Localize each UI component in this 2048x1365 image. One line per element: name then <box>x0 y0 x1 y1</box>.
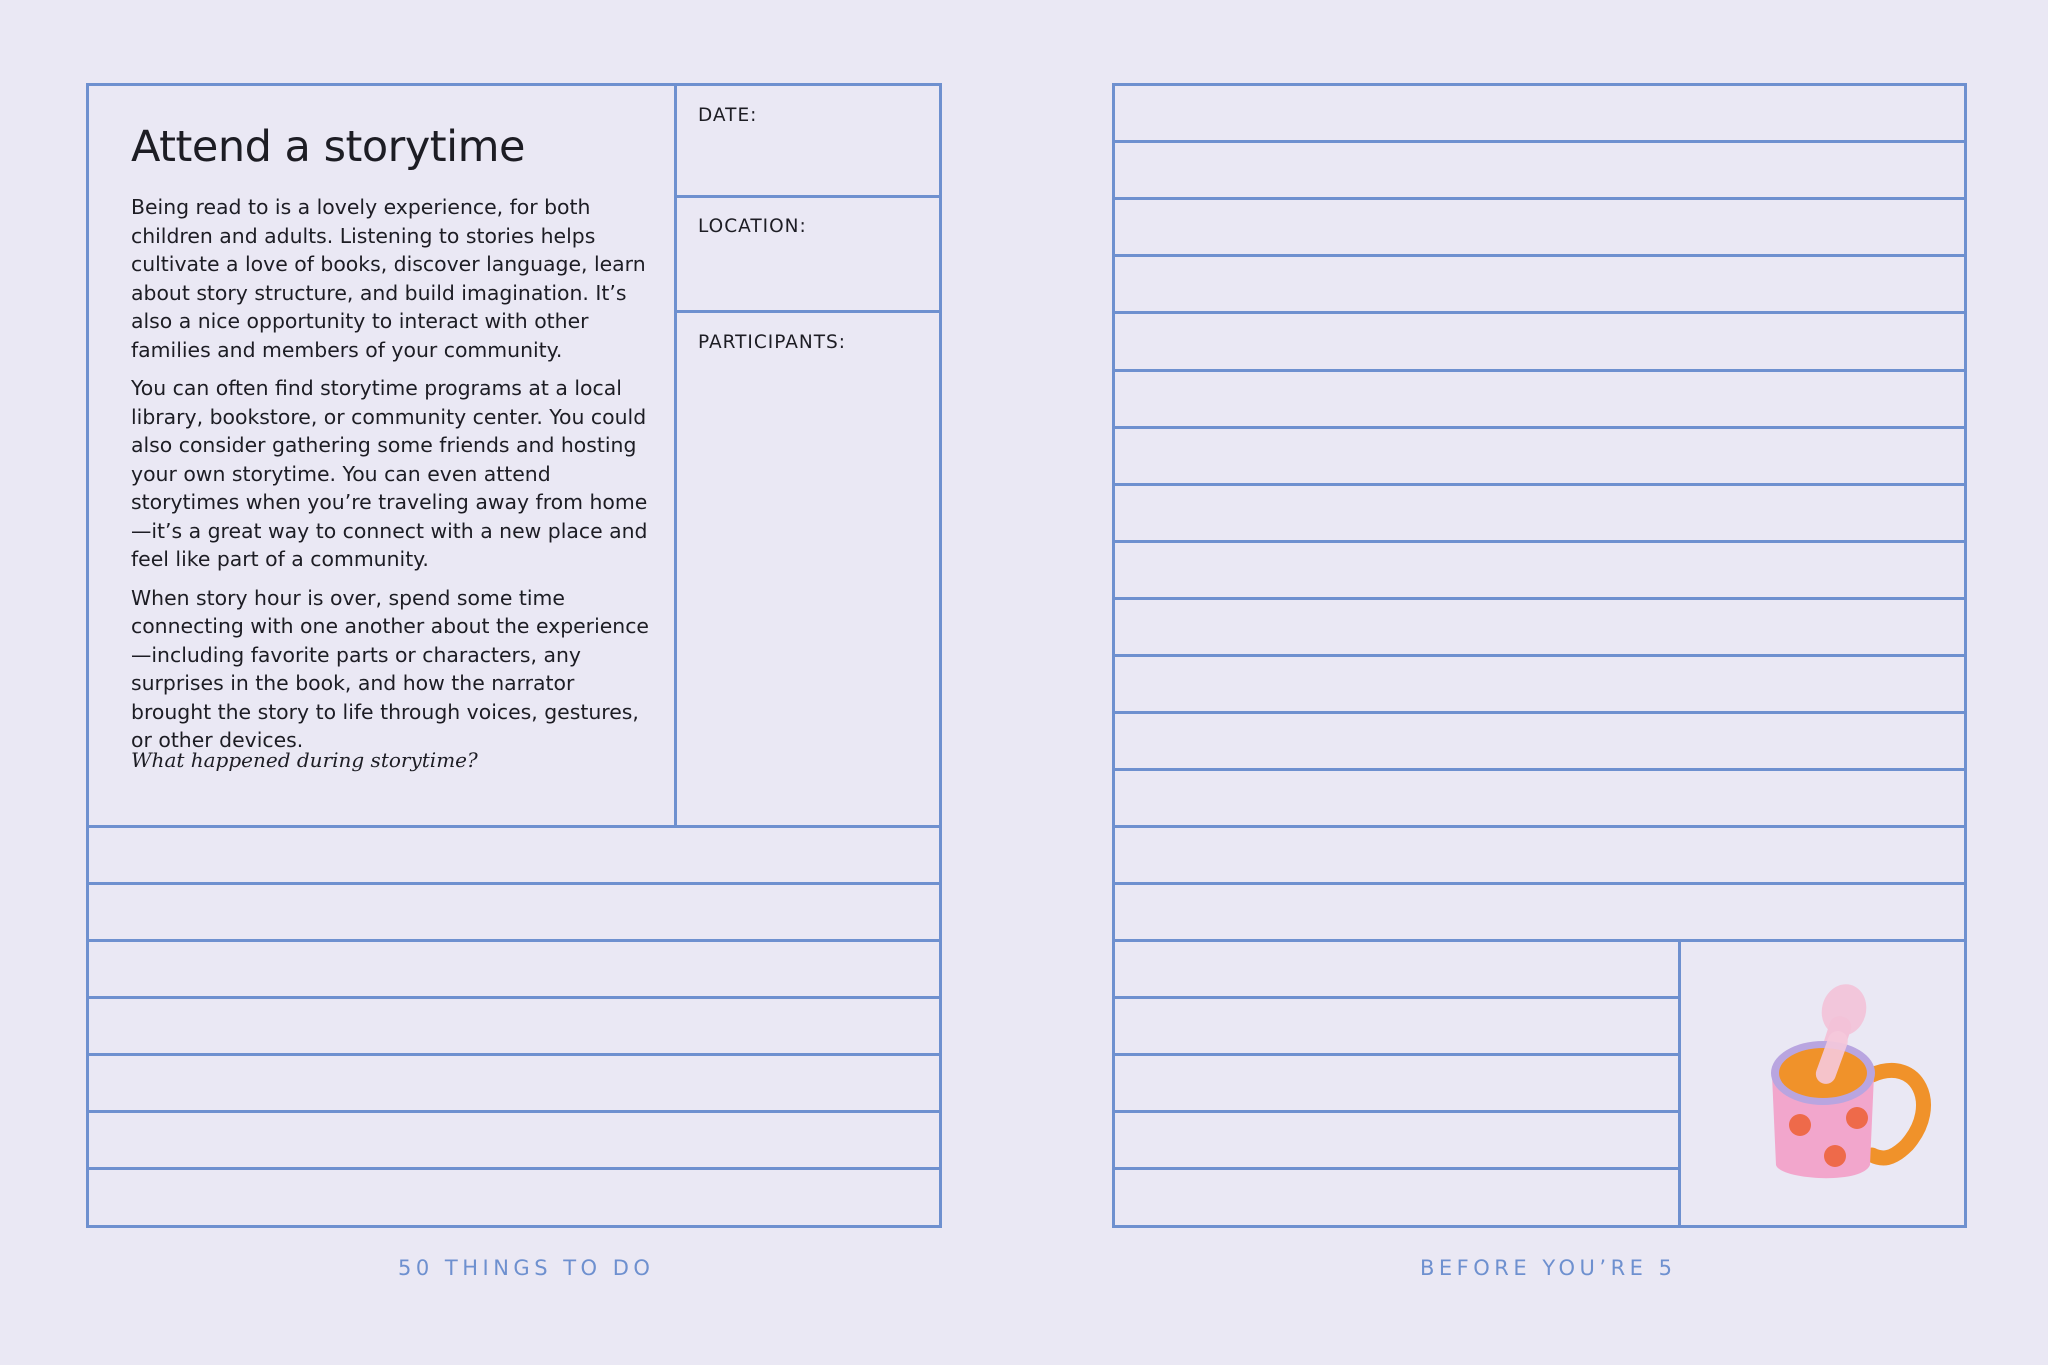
writing-line <box>1112 1110 1680 1113</box>
journal-prompt: What happened during storytime? <box>131 748 478 772</box>
paragraph: Being read to is a lovely experience, for both children and adults. Listening to stories helps cultivate a love of books, discover language, learn about story structure, and build imagination. It’s also a nice opportunity to interact with other families and members of your community. <box>131 195 646 362</box>
paragraph: You can often find storytime programs at a local library, bookstore, or community center. You could also consider gathering some friends and hosting your own storytime. You can even attend storytimes when you’re traveling away from home—it’s a great way to connect with a new place and feel like part of a community. <box>131 376 648 571</box>
writing-line <box>1112 768 1967 771</box>
writing-line <box>1112 711 1967 714</box>
writing-line <box>86 1110 942 1113</box>
writing-line <box>86 939 942 942</box>
writing-line <box>1112 197 1967 200</box>
footer-left: 50 THINGS TO DO <box>398 1256 655 1280</box>
writing-line <box>1112 939 1967 942</box>
location-label: LOCATION: <box>698 216 807 237</box>
date-label: DATE: <box>698 105 758 126</box>
writing-line <box>1112 597 1967 600</box>
location-divider <box>674 310 942 313</box>
footer-right: BEFORE YOU’RE 5 <box>1420 1256 1677 1280</box>
writing-line <box>1112 140 1967 143</box>
writing-line <box>86 882 942 885</box>
writing-line <box>1112 369 1967 372</box>
writing-line <box>1112 996 1680 999</box>
paragraph: When story hour is over, spend some time connecting with one another about the experience—including favorite parts or characters, any surprises in the book, and how the narrator brought the story to life through voices, gestures, or other devices. <box>131 585 649 752</box>
writing-line <box>1112 1053 1680 1056</box>
illustration-divider <box>1678 939 1681 1228</box>
date-divider <box>674 195 942 198</box>
writing-line <box>86 996 942 999</box>
body-text <box>131 193 651 765</box>
writing-line <box>1112 882 1967 885</box>
writing-line <box>1112 254 1967 257</box>
writing-line <box>1112 483 1967 486</box>
right-page <box>1024 0 2048 1365</box>
writing-line <box>1112 426 1967 429</box>
writing-line <box>1112 311 1967 314</box>
writing-line <box>1112 1167 1680 1170</box>
writing-line <box>1112 540 1967 543</box>
writing-line <box>86 825 942 828</box>
page-title: Attend a storytime <box>131 122 525 172</box>
writing-line <box>1112 654 1967 657</box>
writing-line <box>86 1167 942 1170</box>
mug-icon <box>1742 975 1743 976</box>
writing-line <box>86 1053 942 1056</box>
writing-line <box>1112 825 1967 828</box>
participants-label: PARTICIPANTS: <box>698 332 847 353</box>
